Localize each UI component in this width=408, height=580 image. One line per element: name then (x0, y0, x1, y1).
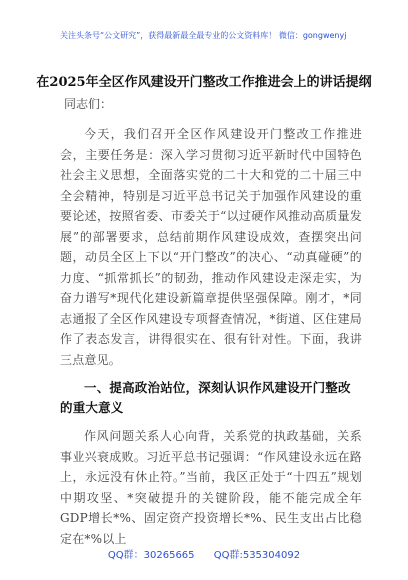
section-heading-1: 一、提高政治站位，深刻认识作风建设开门整改的重大意义 (60, 380, 351, 415)
document-body (60, 124, 362, 555)
footer-qq-2: QQ群:535304092 (213, 550, 301, 561)
paragraph-intro: 今天，我们召开全区作风建设开门整改工作推进会，主要任务是：深入学习贯彻习近平新时代中国特色社会主义思想，全面落实党的二十大和党的二十届三中全会精神，特别是习近平总书记关于加强作风建设的重要论述，按照省委、市委关于“以过硬作风推动高质量发展”的部署要求，总结前期作风建设成效，查摆突出问题，动员全区上下以“开门整改”的决心、“动真碰硬”的力度、“抓常抓长”的韧劲，推动作风建设走深走实，为奋力谱写*现代化建设新篇章提供坚强保障。刚才，*同志通报了全区作风建设专项督查情况，*街道、区住建局作了表态发言，讲得很实在、很有针对性。下面，我讲三点意见。 (60, 127, 362, 367)
salutation: 同志们： (64, 97, 113, 111)
document-title: 在2025年全区作风建设开门整改工作推进会上的讲话提纲 (36, 75, 372, 90)
footer (0, 546, 408, 561)
footer-qq-1: QQ群：30265665 (107, 550, 195, 561)
paragraph-section-1: 作风问题关系人心向背，关系党的执政基础，关系事业兴衰成败。习近平总书记强调：“作风建设永远在路上，永远没有休止符。”当前，我区正处于“十四五”规划中期攻坚、*突破提升的关键阶段，能不能完成全年GDP增长*%、固定资产投资增长*%、民生支出占比稳定在*%以上 (60, 429, 362, 546)
header-promo: 关注头条号“公文研究”，获得最新最全最专业的公文资料库！ 微信：gongwenyj (60, 31, 347, 40)
